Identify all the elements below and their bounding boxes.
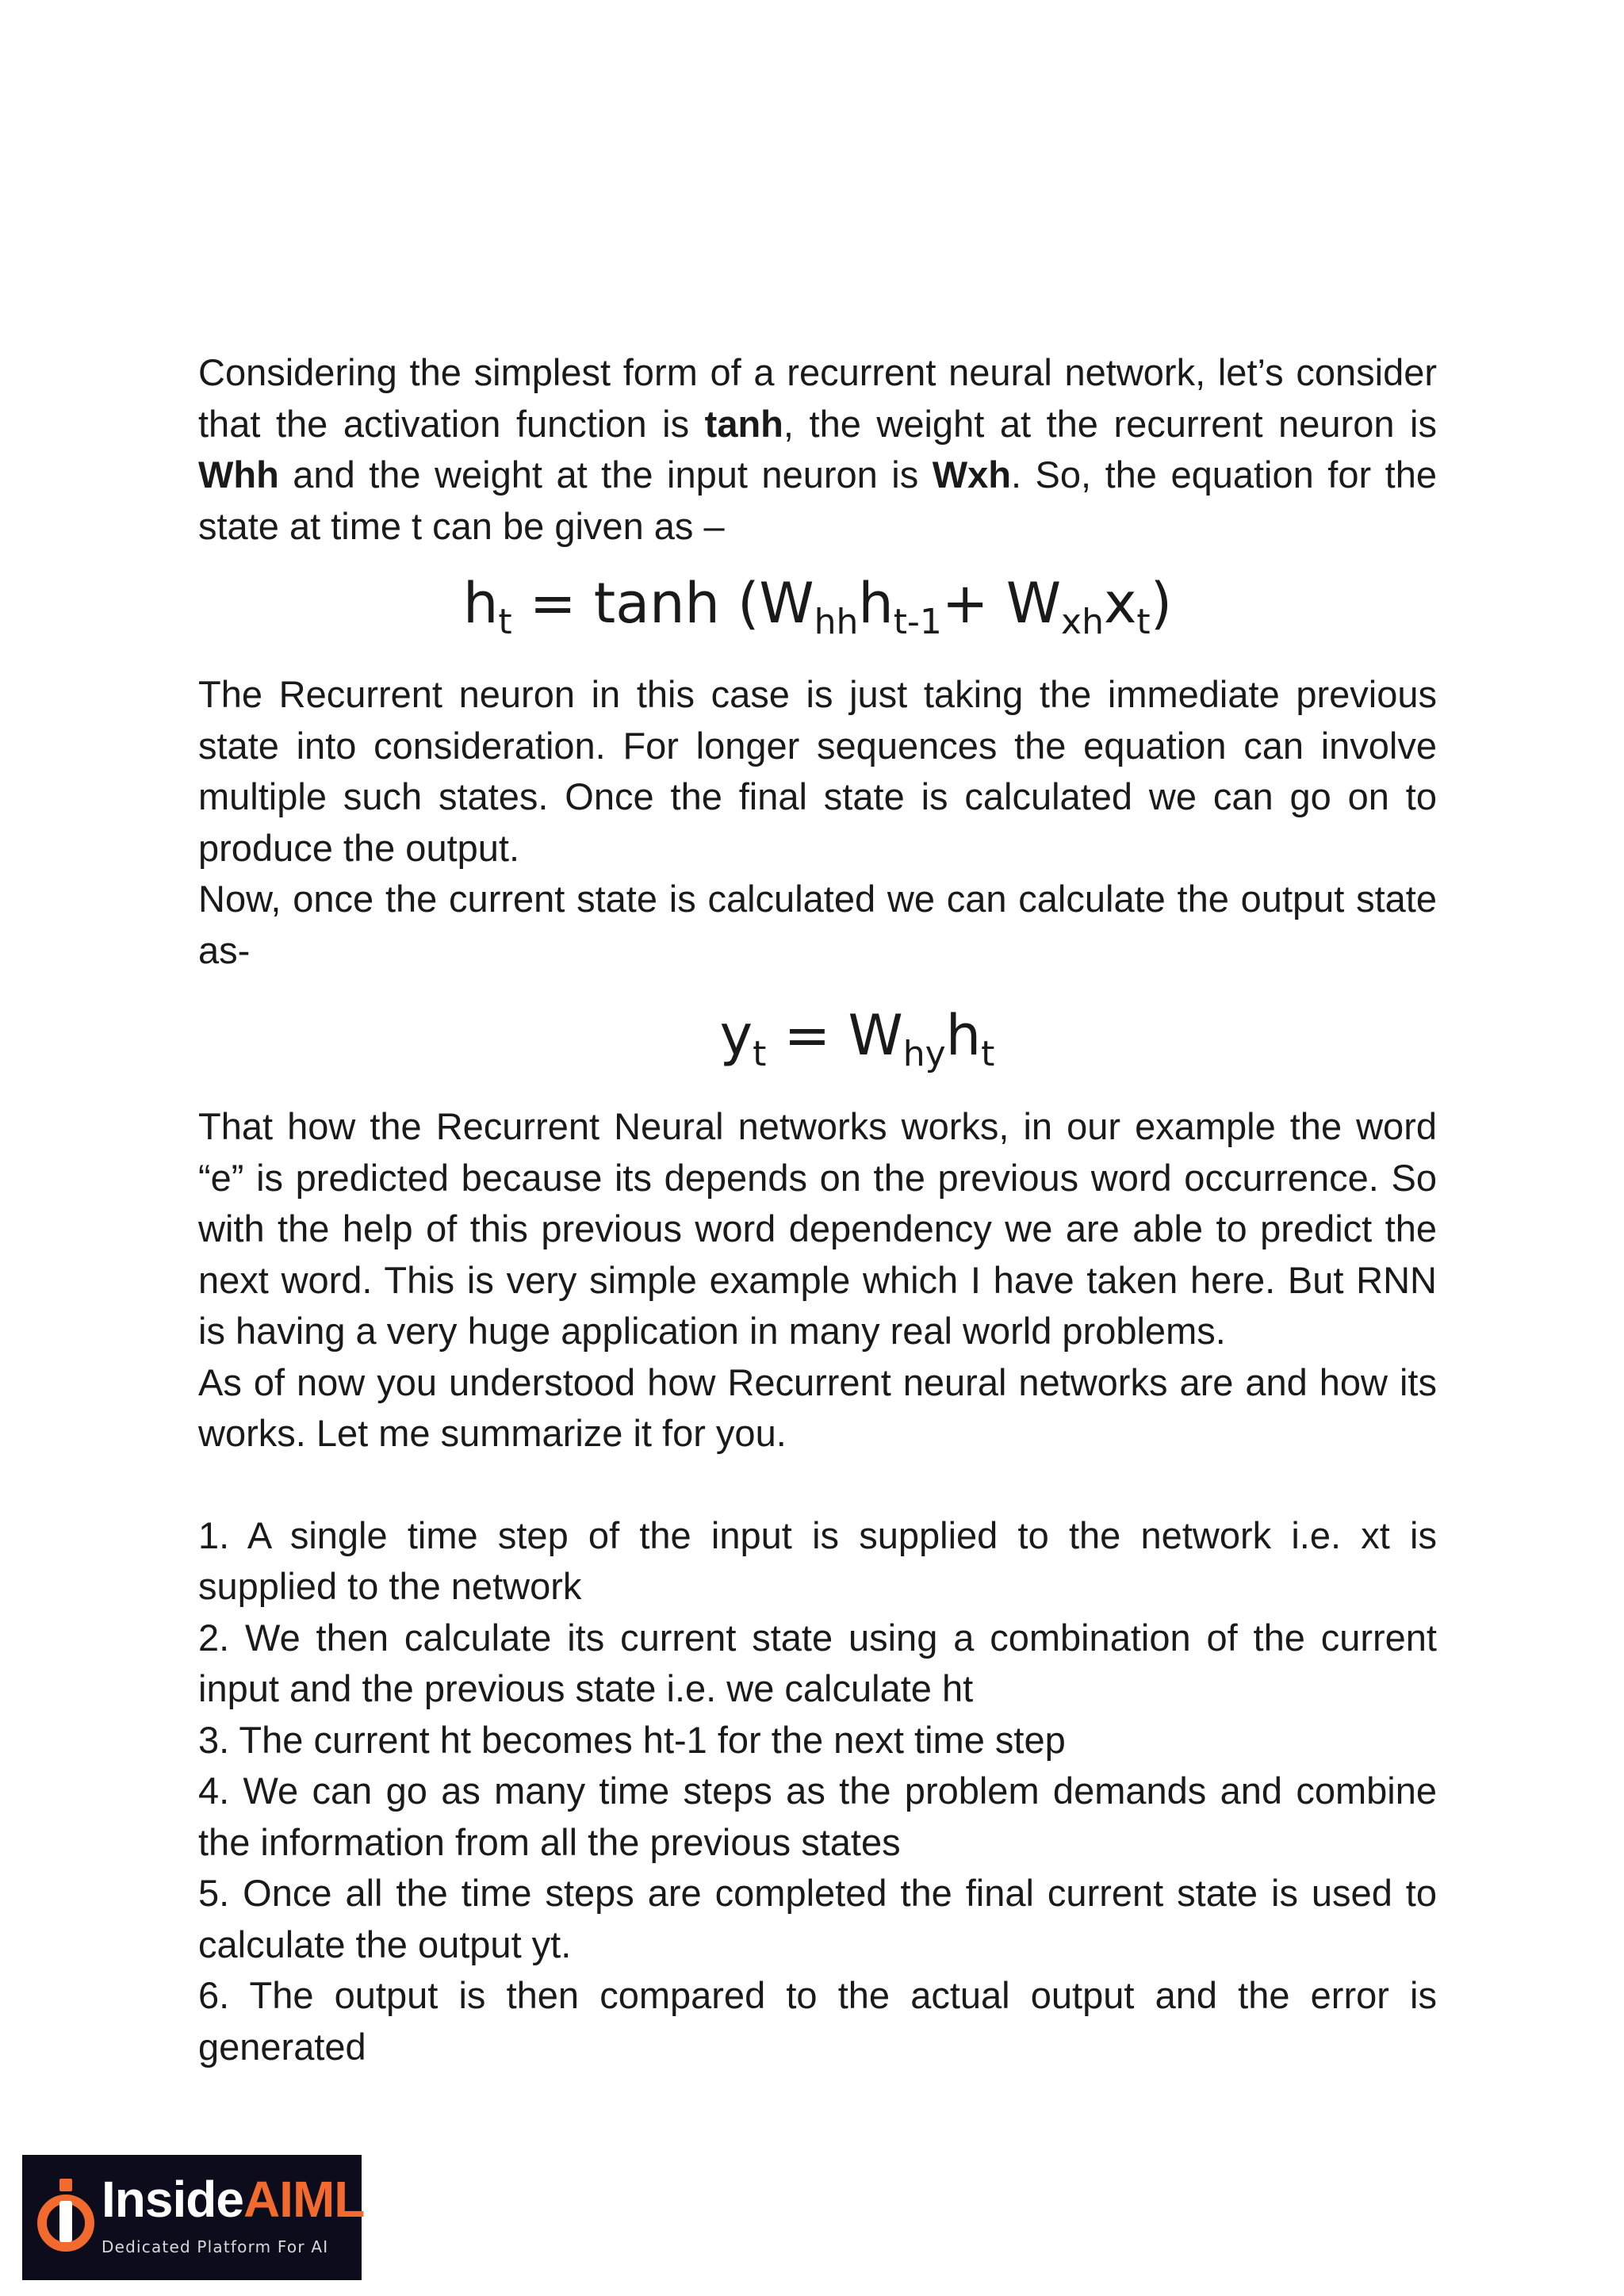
list-item: 4. We can go as many time steps as the problem demands and combine the information from all the previous states — [198, 1770, 1437, 1863]
eq1-plus-w: + W — [941, 571, 1062, 636]
list-item: 1. A single time step of the input is supplied to the network i.e. xt is supplied to the network — [198, 1513, 1437, 1607]
list-item: 3. The current ht becomes ht-1 for the next time step — [198, 1718, 1066, 1761]
eq1-close: ) — [1150, 571, 1172, 636]
insideaiml-logo — [22, 2155, 365, 2280]
logo-tagline: Dedicated Platform For AI — [102, 2237, 329, 2256]
paragraph-recurrent-neuron: The Recurrent neuron in this case is just taking the immediate previous state into consideration. For longer sequences the equation can involve multiple such states. Once the final state is calculated we can go on to produce the output. — [198, 673, 1437, 869]
output-equation — [198, 1003, 1437, 1074]
paragraph-output-state: Now, once the current state is calculated we can calculate the output state as- — [198, 878, 1437, 971]
logo-wordmark-inside: Inside — [102, 2171, 243, 2228]
eq2-sub-t2: t — [981, 1034, 995, 1074]
list-item: 6. The output is then compared to the actual output and the error is generated — [198, 1974, 1437, 2068]
eq1-sub-t2: t — [1136, 602, 1151, 642]
eq1-h2: h — [858, 571, 894, 636]
intro-text-4: . So, the equation for the state at time t can be given as – — [198, 453, 1437, 547]
eq2-sub-hy: hy — [902, 1034, 946, 1074]
intro-text-2: , the weight at the recurrent neuron is — [783, 402, 1437, 445]
eq1-tanh: = tanh (W — [511, 571, 814, 636]
intro-text-1: Considering the simplest form of a recurrent neural network, let’s consider that the activation function is — [198, 351, 1437, 445]
paragraph-how-rnn-works: That how the Recurrent Neural networks works, in our example the word “e” is predicted because its depends on the previous word occurrence. So with the help of this previous word dependency we are able to predict the next word. This is very simple example which I have taken here. But RNN is having a very huge application in many real world problems. — [198, 1105, 1437, 1352]
eq1-sub-tm1: t-1 — [893, 602, 942, 642]
eq1-h: h — [462, 571, 499, 636]
eq1-sub-hh: hh — [814, 602, 859, 642]
eq1-sub-t: t — [498, 602, 512, 642]
term-wxh: Wxh — [932, 453, 1011, 496]
logo-wordmark-aiml: AIML — [243, 2171, 365, 2228]
eq2-w: = W — [766, 1003, 903, 1068]
list-item: 5. Once all the time steps are completed the final current state is used to calculate the output yt. — [198, 1872, 1437, 1965]
insideaiml-logo-icon — [36, 2177, 95, 2253]
state-equation — [198, 571, 1437, 642]
term-whh: Whh — [198, 453, 279, 496]
spacer — [198, 1460, 1437, 1510]
list-item: 2. We then calculate its current state using a combination of the current input and the previous state i.e. we calculate ht — [198, 1616, 1437, 1709]
eq1-x: x — [1103, 571, 1137, 636]
intro-text-3: and the weight at the input neuron is — [278, 453, 933, 496]
document-body — [198, 347, 1437, 2072]
eq2-y: y — [719, 1003, 753, 1068]
eq1-sub-xh: xh — [1061, 602, 1104, 642]
term-tanh: tanh — [704, 402, 783, 445]
logo-wordmark — [102, 2171, 365, 2228]
paragraph-intro — [198, 347, 1437, 552]
eq2-sub-t: t — [753, 1034, 767, 1074]
eq2-h: h — [945, 1003, 982, 1068]
paragraph-summary-intro: As of now you understood how Recurrent neural networks are and how its works. Let me summarize it for you. — [198, 1360, 1437, 1454]
